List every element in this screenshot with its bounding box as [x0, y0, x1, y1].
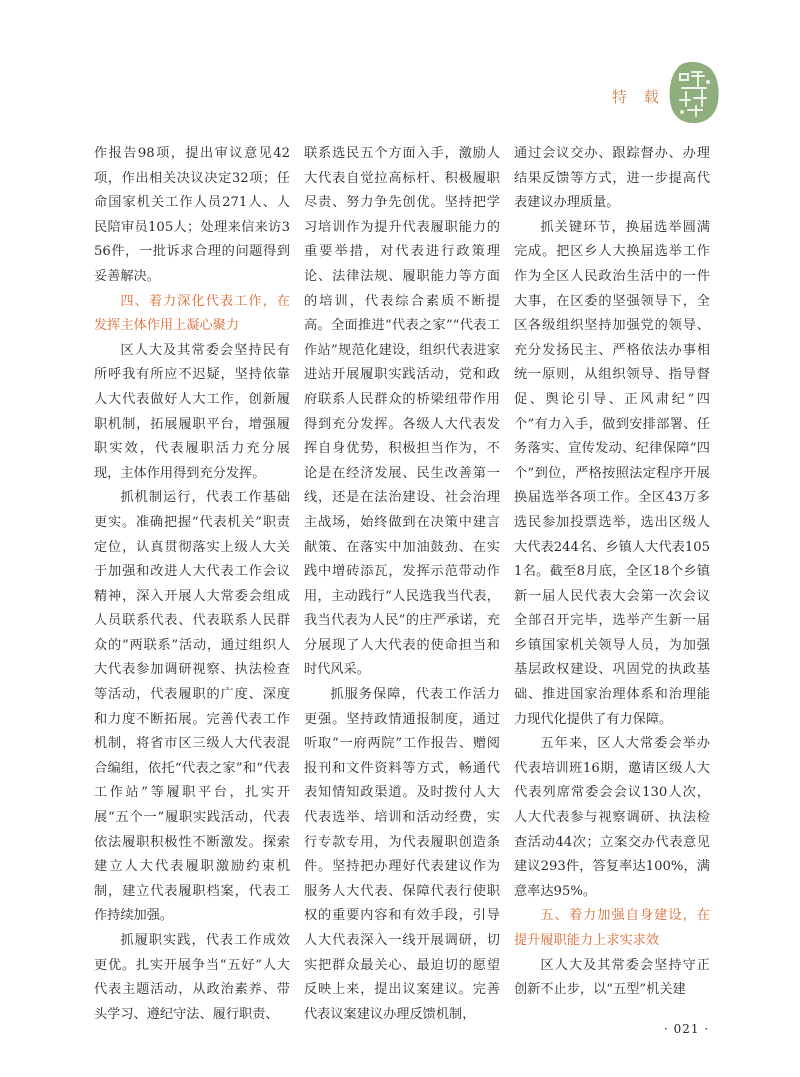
page-number: · 021 · — [664, 1022, 710, 1036]
paragraph: 抓履职实践，代表工作成效更优。扎实开展争当“五好”人大代表主题活动，从政治素养、带头学习、遵纪守法、履行职责、 — [94, 933, 290, 1022]
text-column-3 — [514, 142, 710, 1003]
section-heading: 四、着力深化代表工作，在发挥主体作用上凝心聚力 — [94, 293, 290, 334]
paragraph: 五年来，区人大常委会举办代表培训班16期，邀请区级人大代表列席常委会会议130人次，人大代表参与视察调研、执法检查活动44次；立案交办代表意见建议293件，答复率达100%，满意率达95%。 — [514, 736, 710, 899]
paragraph: 抓机制运行，代表工作基础更实。准确把握“代表机关”职责定位，认真贯彻落实上级人大关于加强和改进人大代表工作会议精神，深入开展人大常委会组成人员联系代表、代表联系人民群众的“两联系”活动，通过组织人大代表参加调研视察、执法检查等活动，代表履职的广度、深度和力度不断拓展。完善代表工作机制，将省市区三级人大代表混合编组，依托“代表之家”和“代表工作站”等履职平台，扎实开展“五个一”履职实践活动，代表依法履职积极性不断激发。探索建立人大代表履职激励约束机制，建立代表履职档案，代表工作持续加强。 — [94, 490, 290, 924]
paragraph: 作报告98项，提出审议意见42项，作出相关决议决定32项；任命国家机关工作人员271人、人民陪审员105人；处理来信来访356件，一批诉求合理的问题得到妥善解决。 — [94, 146, 290, 284]
section-tag: 特 载 — [612, 88, 665, 106]
text-column-2 — [304, 142, 500, 1027]
text-column-1 — [94, 142, 290, 1027]
paragraph: 抓服务保障，代表工作活力更强。坚持政情通报制度，通过听取“一府两院”工作报告、赠阅报刊和文件资料等方式，畅通代表知情知政渠道。及时拨付人大代表选举、培训和活动经费，实行专款专用，为代表履职创造条件。坚持把办理好代表建议作为服务人大代表、保障代表行使职权的重要内容和有效手段，引导人大代表深入一线开展调研，切实把群众最关心、最迫切的愿望反映上来，提出议案建议。完善代表议案建议办理反馈机制， — [304, 687, 500, 1022]
seal-stamp-icon — [668, 60, 720, 124]
paragraph: 联系选民五个方面入手，激励人大代表自觉拉高标杆、积极履职尽责、努力争先创优。坚持把学习培训作为提升代表履职能力的重要举措，对代表进行政策理论、法律法规、履职能力等方面的培训，代表综合素质不断提高。全面推进“代表之家”“代表工作站”规范化建设，组织代表进家进站开展履职实践活动，党和政府联系人民群众的桥梁纽带作用得到充分发挥。各级人大代表发挥自身优势，积极担当作为，不论是在经济发展、民生改善第一线，还是在法治建设、社会治理主战场，始终做到在决策中建言献策、在落实中加油鼓劲、在实践中增砖添瓦，发挥示范带动作用，主动践行“人民选我当代表，我当代表为人民”的庄严承诺，充分展现了人大代表的使命担当和时代风采。 — [304, 146, 500, 678]
section-heading: 五、着力加强自身建设，在提升履职能力上求实求效 — [514, 908, 710, 948]
paragraph: 抓关键环节，换届选举圆满完成。把区乡人大换届选举工作作为全区人民政治生活中的一件大事，在区委的坚强领导下，全区各级组织坚持加强党的领导、充分发扬民主、严格依法办事相统一原则，从组织领导、指导督促、舆论引导、正风肃纪“四个”有力入手，做到安排部署、任务落实、宣传发动、纪律保障“四个”到位，严格按照法定程序开展换届选举各项工作。全区43万多选民参加投票选举，选出区级人大代表244名、乡镇人大代表1051名。截至8月底，全区18个乡镇新一届人民代表大会第一次会议全部召开完毕，选举产生新一届乡镇国家机关领导人员，为加强基层政权建设、巩固党的执政基础、推进国家治理体系和治理能力现代化提供了有力保障。 — [514, 219, 710, 727]
paragraph: 通过会议交办、跟踪督办、办理结果反馈等方式，进一步提高代表建议办理质量。 — [514, 146, 710, 211]
paragraph: 区人大及其常委会坚持守正创新不止步，以“五型”机关建 — [514, 957, 710, 998]
paragraph: 区人大及其常委会坚持民有所呼我有所应不迟疑，坚持依靠人大代表做好人大工作，创新履职机制，拓展履职平台，增强履职实效，代表履职活力充分展现，主体作用得到充分发挥。 — [94, 342, 290, 481]
